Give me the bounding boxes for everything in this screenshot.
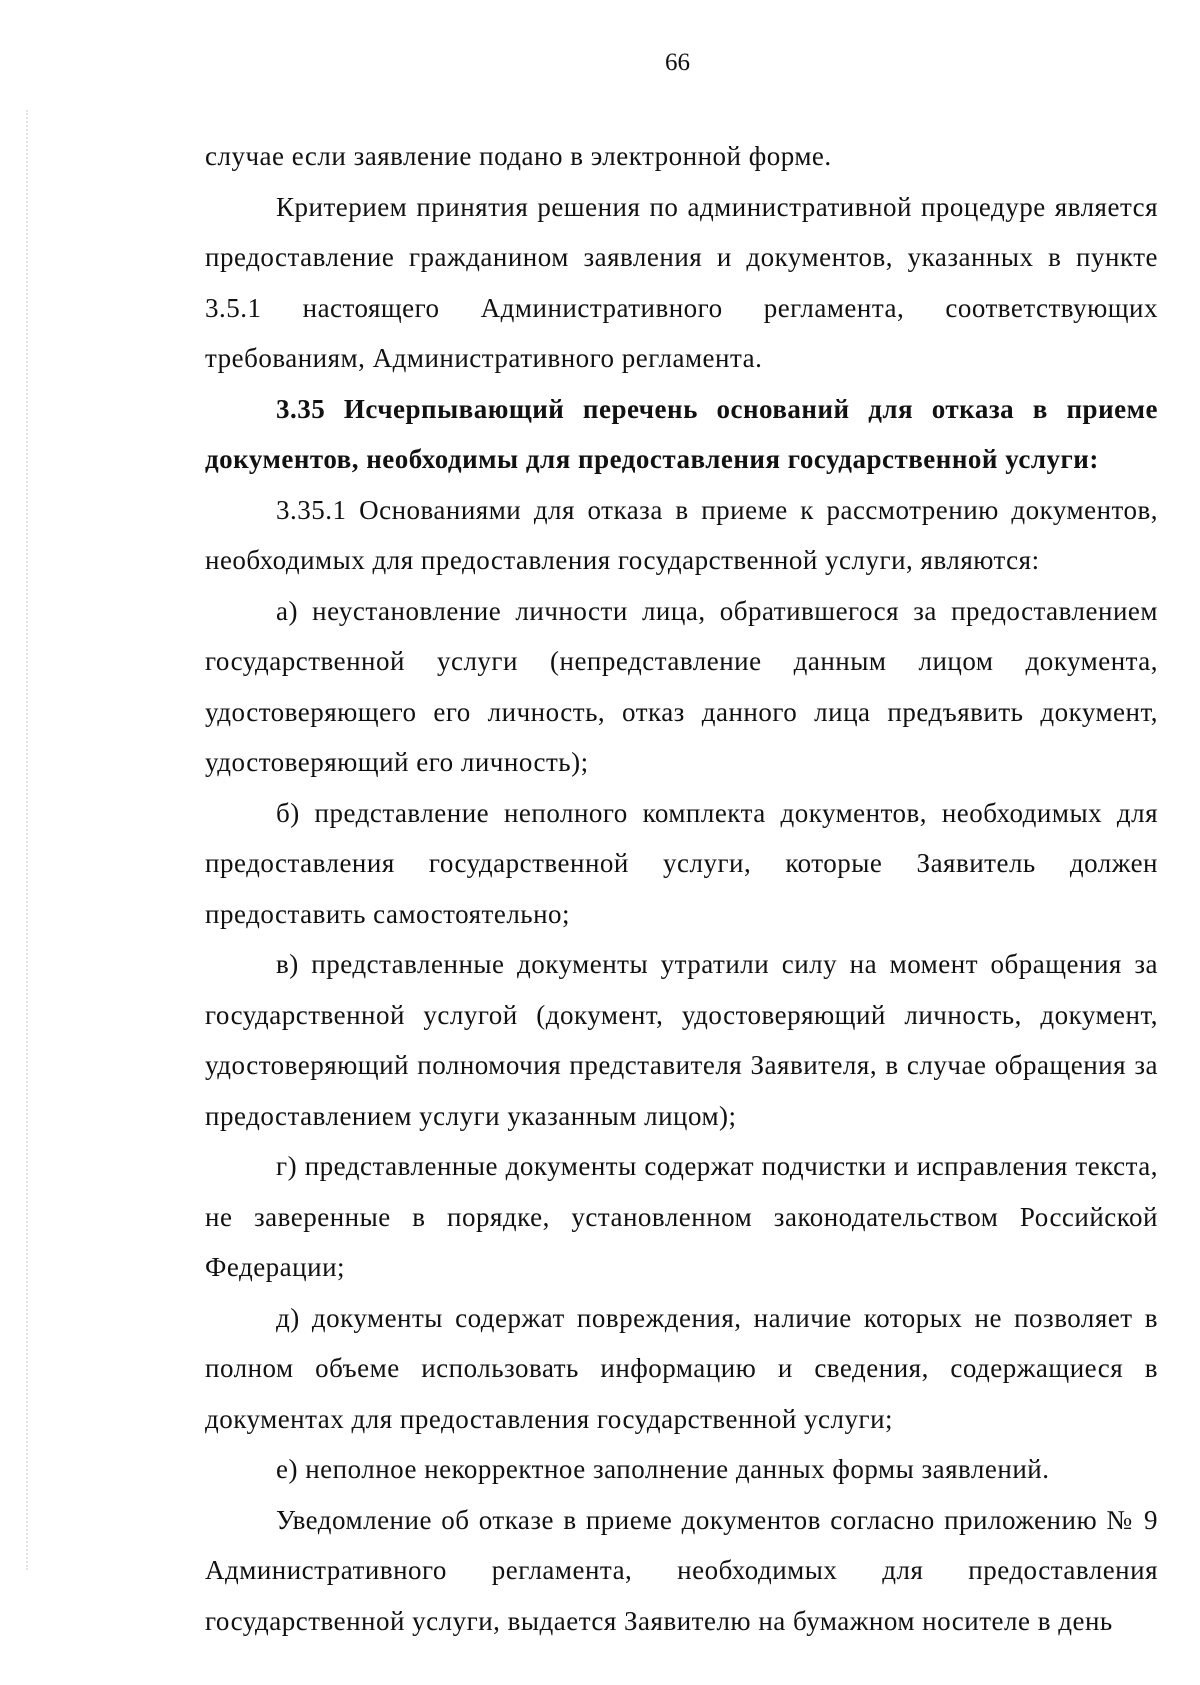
document-body [205, 131, 1158, 1646]
paragraph-refusal-grounds-intro: 3.35.1 Основаниями для отказа в приеме к рассмотрению документов, необходимых для предоставления государственной услуги, являются: [205, 494, 1158, 575]
page-number: 66 [665, 49, 690, 76]
list-item-v: в) представленные документы утратили силу на момент обращения за государственной услугой (документ, удостоверяющий личность, документ, удостоверяющий полномочия представителя Заявителя, в случае обращения за предоставлением услуги указанным лицом); [205, 949, 1158, 1131]
paragraph-continuation: случае если заявление подано в электронной форме. [205, 141, 832, 171]
paragraph-decision-criterion: Критерием принятия решения по административной процедуре является предоставление гражданином заявления и документов, указанных в пункте 3.5.1 настоящего Административного регламента, соответствующих требованиям, Административного регламента. [205, 191, 1158, 373]
section-heading: 3.35 Исчерпывающий перечень оснований для отказа в приеме документов, необходимы для предоставления государственной услуги: [205, 393, 1158, 474]
paragraph-refusal-notice: Уведомление об отказе в приеме документов согласно приложению № 9 Административного регламента, необходимых для предоставления государственной услуги, выдается Заявителю на бумажном носителе в день [205, 1504, 1158, 1636]
list-item-d: д) документы содержат повреждения, наличие которых не позволяет в полном объеме использовать информацию и сведения, содержащиеся в документах для предоставления государственной услуги; [205, 1302, 1158, 1434]
list-item-b: б) представление неполного комплекта документов, необходимых для предоставления государственной услуги, которые Заявитель должен предоставить самостоятельно; [205, 797, 1158, 929]
list-item-g: г) представленные документы содержат подчистки и исправления текста, не заверенные в порядке, установленном законодательством Российской Федерации; [205, 1151, 1158, 1282]
scan-edge-marks [26, 110, 31, 1570]
list-item-a: а) неустановление личности лица, обратившегося за предоставлением государственной услуги (непредставление данным лицом документа, удостоверяющего его личность, отказ данного лица предъявить документ, удостоверяющий его личность); [205, 595, 1158, 777]
list-item-e: е) неполное некорректное заполнение данных формы заявлений. [276, 1454, 1050, 1484]
